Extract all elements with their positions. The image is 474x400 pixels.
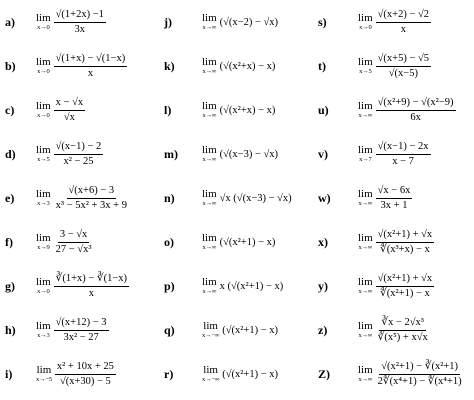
lim-operator: lim x→5 — [358, 55, 373, 75]
lim-subscript: x→5 — [359, 67, 372, 75]
exercise-letter: h) — [5, 322, 16, 337]
denominator: √x — [63, 111, 75, 123]
exercise-letter: o) — [164, 234, 174, 249]
exercise-z — [316, 308, 474, 352]
lim-operator: lim x→0 — [36, 99, 51, 119]
lim-operator: lim x→−5 — [36, 363, 52, 383]
lim-subscript: x→∞ — [202, 111, 217, 119]
lim-subscript: x→−∞ — [202, 331, 220, 339]
limit-expression — [358, 53, 431, 78]
lim-operator: lim x→∞ — [202, 11, 217, 31]
limit-expression — [358, 317, 430, 342]
limit-expression — [358, 9, 431, 34]
lim-subscript: x→∞ — [358, 199, 373, 207]
lim-subscript: x→∞ — [358, 331, 373, 339]
exercise-letter: f) — [5, 234, 13, 249]
fraction — [54, 53, 128, 78]
lim-operator: lim x→0 — [36, 55, 51, 75]
fraction — [54, 97, 85, 122]
exercise-letter: u) — [318, 102, 329, 117]
limit-expression — [358, 229, 434, 254]
exercise-letter: Z) — [318, 366, 330, 381]
denominator: √(x+30) − 5 — [59, 375, 111, 387]
exercise-q — [158, 308, 316, 352]
exercise-letter: b) — [5, 58, 16, 73]
denominator: 6x — [410, 111, 421, 123]
lim-subscript: x→∞ — [202, 287, 217, 295]
numerator: √(1+x) − √(1−x) — [54, 53, 128, 66]
denominator: ∜(x³+x) − x — [380, 243, 430, 255]
limit-expression — [36, 361, 116, 386]
limit-body: (√(x²+1) − x) — [219, 236, 276, 248]
exercise-f — [0, 220, 158, 264]
limit-expression — [358, 141, 431, 166]
exercise-g — [0, 264, 158, 308]
exercise-d — [0, 132, 158, 176]
lim-operator: lim x→∞ — [358, 275, 373, 295]
limit-body: (√(x−3) − √x) — [219, 148, 279, 160]
lim-operator: lim x→3 — [36, 187, 51, 207]
exercise-letter: w) — [318, 190, 331, 205]
exercise-letter: a) — [5, 14, 15, 29]
lim-subscript: x→∞ — [202, 199, 217, 207]
lim-operator: lim x→∞ — [202, 143, 217, 163]
lim-subscript: x→3 — [37, 199, 50, 207]
numerator: √(x+6) − 3 — [67, 185, 117, 198]
lim-operator: lim x→∞ — [358, 99, 373, 119]
exercise-j — [158, 0, 316, 44]
limit-expression — [202, 365, 278, 384]
limit-expression — [36, 273, 129, 298]
exercise-p — [158, 264, 316, 308]
denominator: 2∜(x⁴+1) − ∜(x⁴+1) — [377, 375, 462, 387]
numerator: √(x+12) − 3 — [54, 317, 109, 330]
numerator: 3 − √x — [58, 229, 89, 242]
fraction — [376, 9, 431, 34]
lim-subscript: x→−5 — [36, 375, 52, 383]
lim-operator: lim x→−∞ — [202, 319, 220, 339]
exercise-letter: y) — [318, 278, 328, 293]
lim-operator: lim x→0 — [36, 11, 51, 31]
lim-operator: lim x→∞ — [202, 187, 217, 207]
numerator: √(x+2) − √2 — [376, 9, 431, 22]
limit-expression — [202, 189, 292, 208]
fraction — [376, 361, 464, 386]
exercise-letter: l) — [164, 102, 172, 117]
numerator: √(x+5) − √5 — [376, 53, 431, 66]
exercise-column-2 — [158, 0, 316, 400]
limit-expression — [36, 141, 103, 166]
denominator: 3x + 1 — [380, 199, 408, 211]
lim-subscript: x→0 — [359, 23, 372, 31]
numerator: √(x−1) − 2 — [54, 141, 104, 154]
exercise-b — [0, 44, 158, 88]
exercise-i — [0, 352, 158, 396]
limit-expression — [36, 317, 109, 342]
exercise-letter: j) — [164, 14, 172, 29]
exercise-e — [0, 176, 158, 220]
limit-expression — [202, 101, 275, 120]
lim-operator: lim x→∞ — [202, 231, 217, 251]
exercise-letter: x) — [318, 234, 328, 249]
exercise-letter: q) — [164, 322, 175, 337]
lim-operator: lim x→3 — [36, 319, 51, 339]
limit-expression — [36, 9, 106, 34]
lim-operator: lim x→∞ — [358, 231, 373, 251]
limit-expression — [36, 97, 85, 122]
lim-subscript: x→5 — [37, 155, 50, 163]
exercise-letter: r) — [164, 366, 174, 381]
lim-operator: lim x→∞ — [202, 99, 217, 119]
exercise-o — [158, 220, 316, 264]
limit-expression — [36, 229, 94, 254]
exercise-letter: z) — [318, 322, 328, 337]
lim-operator: lim x→5 — [36, 143, 51, 163]
lim-subscript: x→7 — [359, 155, 372, 163]
numerator: √(x²+9) − √(x²−9) — [376, 97, 456, 110]
exercise-y — [316, 264, 474, 308]
fraction — [376, 141, 431, 166]
exercise-letter: s) — [318, 14, 327, 29]
limit-body: (√(x²+x) − x) — [219, 104, 276, 116]
fraction — [55, 361, 116, 386]
limit-expression — [202, 277, 283, 296]
lim-subscript: x→0 — [37, 23, 50, 31]
exercise-letter: d) — [5, 146, 16, 161]
exercise-column-3 — [316, 0, 474, 400]
exercise-letter: v) — [318, 146, 328, 161]
limit-body: (√(x²+x) − x) — [219, 60, 276, 72]
denominator: 27 − √x³ — [55, 243, 92, 255]
limit-body: (√(x²+1) − x) — [222, 368, 278, 380]
fraction — [376, 53, 431, 78]
limit-expression — [202, 145, 278, 164]
limit-expression — [36, 185, 129, 210]
exercise-letter: c) — [5, 102, 15, 117]
lim-operator: lim x→0 — [358, 11, 373, 31]
lim-subscript: x→∞ — [358, 111, 373, 119]
lim-subscript: x→∞ — [202, 243, 217, 251]
lim-operator: lim x→∞ — [358, 319, 373, 339]
fraction — [54, 317, 109, 342]
limit-body: x (√(x²+1) − x) — [219, 280, 284, 292]
lim-subscript: x→∞ — [358, 287, 373, 295]
exercise-letter: m) — [164, 146, 178, 161]
limit-expression — [358, 97, 456, 122]
fraction — [54, 185, 129, 210]
lim-operator: lim x→∞ — [202, 275, 217, 295]
lim-subscript: x→0 — [37, 287, 50, 295]
lim-subscript: x→∞ — [202, 67, 217, 75]
denominator: x³ − 5x² + 3x + 9 — [55, 199, 127, 211]
exercise-letter: e) — [5, 190, 15, 205]
limit-expression — [36, 53, 127, 78]
fraction — [376, 317, 430, 342]
exercise-letter: g) — [5, 278, 15, 293]
lim-subscript: x→∞ — [202, 23, 217, 31]
exercise-letter: t) — [318, 58, 326, 73]
exercise-letter: n) — [164, 190, 175, 205]
fraction — [376, 229, 435, 254]
lim-subscript: x→∞ — [358, 375, 373, 383]
limit-body: (√(x²+1) − x) — [222, 324, 278, 336]
limit-body: √x (√(x−3) − √x) — [219, 192, 292, 204]
exercise-r — [158, 352, 316, 396]
exercise-letter: p) — [164, 278, 175, 293]
exercise-n — [158, 176, 316, 220]
denominator: x — [87, 67, 94, 79]
denominator: 3x — [74, 23, 86, 35]
fraction — [376, 97, 456, 122]
fraction — [376, 273, 435, 298]
lim-operator: lim x→∞ — [358, 363, 373, 383]
exercise-u — [316, 88, 474, 132]
limit-body: (√(x−2) − √x) — [219, 16, 279, 28]
exercise-h — [0, 308, 158, 352]
exercise-x — [316, 220, 474, 264]
exercise-k — [158, 44, 316, 88]
lim-operator: lim x→0 — [36, 275, 51, 295]
numerator: x − √x — [54, 97, 85, 110]
numerator: x² + 10x + 25 — [55, 361, 116, 374]
numerator: ∛x − 2√x³ — [379, 317, 426, 330]
lim-operator: lim x→7 — [358, 143, 373, 163]
exercise-letter: i) — [5, 366, 13, 381]
lim-subscript: x→∞ — [358, 243, 373, 251]
numerator: √(x²+1) + √x — [376, 273, 435, 286]
exercise-a — [0, 0, 158, 44]
exercise-l — [158, 88, 316, 132]
exercise-capital-z — [316, 352, 474, 396]
numerator: √(x²+1) + √x — [376, 229, 435, 242]
lim-operator: lim x→9 — [36, 231, 51, 251]
limit-expression — [358, 185, 412, 210]
exercise-s — [316, 0, 474, 44]
limit-expression — [202, 233, 275, 252]
limit-expression — [358, 273, 434, 298]
exercise-letter: k) — [164, 58, 175, 73]
exercise-v — [316, 132, 474, 176]
fraction — [54, 229, 94, 254]
lim-subscript: x→0 — [37, 111, 50, 119]
limit-expression — [202, 321, 278, 340]
denominator: x² − 25 — [63, 155, 94, 167]
exercise-column-1 — [0, 0, 158, 400]
fraction — [54, 9, 106, 34]
limit-expression — [202, 57, 275, 76]
fraction — [54, 141, 104, 166]
exercise-t — [316, 44, 474, 88]
numerator: √(1+2x) −1 — [54, 9, 106, 22]
denominator: 3x² − 27 — [63, 331, 99, 343]
lim-subscript: x→−∞ — [202, 375, 220, 383]
limit-expression — [358, 361, 464, 386]
numerator: ∛(1+x) − ∛(1−x) — [54, 273, 129, 286]
denominator: x — [88, 287, 94, 299]
lim-subscript: x→0 — [37, 67, 50, 75]
denominator: ∜(x²+1) − x — [380, 287, 430, 299]
exercise-m — [158, 132, 316, 176]
lim-subscript: x→∞ — [202, 155, 217, 163]
exercise-c — [0, 88, 158, 132]
lim-operator: lim x→∞ — [358, 187, 373, 207]
limit-expression — [202, 13, 278, 32]
lim-operator: lim x→−∞ — [202, 363, 220, 383]
numerator: √(x−1) − 2x — [376, 141, 431, 154]
fraction — [376, 185, 413, 210]
denominator: √(x−5) — [388, 67, 418, 79]
exercise-w — [316, 176, 474, 220]
numerator: √x − 6x — [376, 185, 413, 198]
lim-subscript: x→3 — [37, 331, 50, 339]
denominator: ∛(x⁵) + x√x — [377, 331, 428, 343]
lim-operator: lim x→∞ — [202, 55, 217, 75]
denominator: x − 7 — [392, 155, 414, 167]
numerator: √(x²+1) − ∛(x²+1) — [379, 361, 460, 374]
fraction — [54, 273, 129, 298]
denominator: x — [400, 23, 406, 35]
lim-subscript: x→9 — [37, 243, 50, 251]
